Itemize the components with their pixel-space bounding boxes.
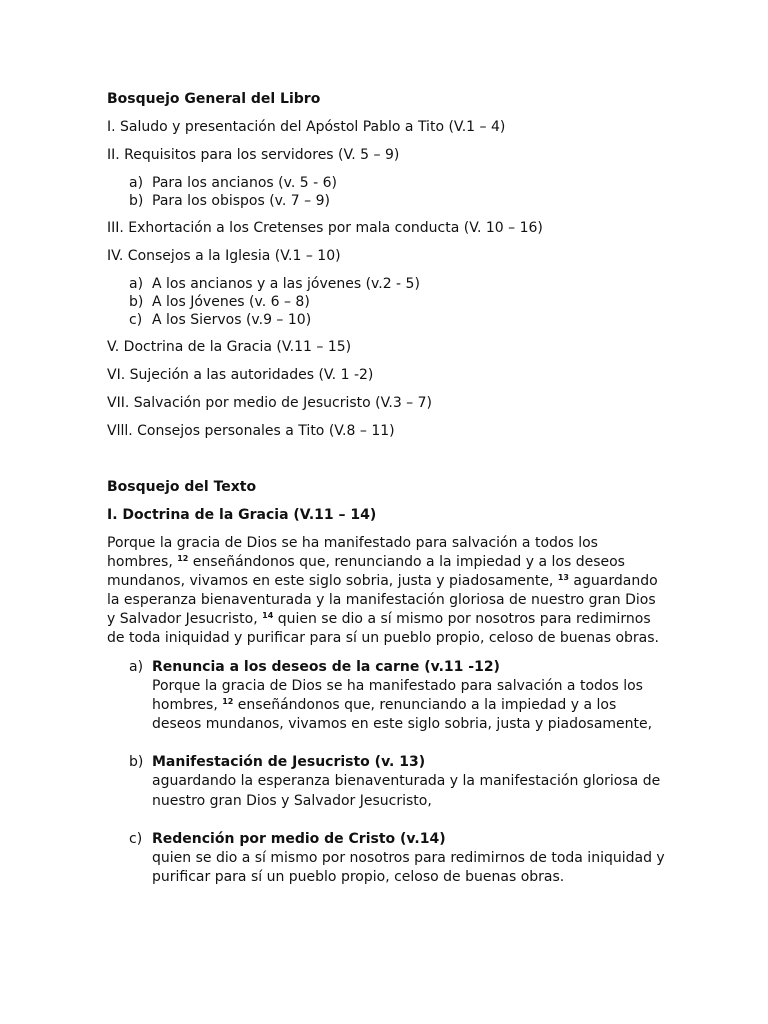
verse-number: 14 [262,611,274,621]
paragraph-text: quien se dio a sí mismo por nosotros para redimirnos de toda iniquidad y purificar para sí un pueblo propio, celoso de buenas obras. [107,611,659,647]
list-marker: a) [129,175,144,191]
text-outline-heading: Bosquejo del Texto [107,479,257,495]
point-a [107,658,667,735]
point-title: Redención por medio de Cristo (v.14) [152,831,446,848]
point-c [107,830,667,888]
outline-item-1: I. Saludo y presentación del Apóstol Pablo a Tito (V.1 – 4) [107,119,506,135]
sublist-item-text: Para los ancianos (v. 5 - 6) [152,175,337,191]
sublist-item [107,275,667,293]
general-outline-heading: Bosquejo General del Libro [107,91,321,107]
list-marker: b) [129,193,144,209]
verse-number: 12 [222,696,234,706]
point-body: quien se dio a sí mismo por nosotros para redimirnos de toda iniquidad y purificar para sí un pueblo propio, celoso de buenas obras. [152,850,665,886]
list-marker: c) [129,312,143,328]
verse-number: 13 [557,573,569,583]
point-body [152,677,667,735]
sublist-item-text: A los Siervos (v.9 – 10) [152,312,312,328]
list-marker: c) [129,831,143,848]
sublist-item [107,311,667,329]
outline-item-6: VI. Sujeción a las autoridades (V. 1 -2) [107,367,374,383]
point-b [107,753,667,811]
document-page [107,90,667,888]
sublist-item-text: A los ancianos y a las jóvenes (v.2 - 5) [152,276,420,292]
paragraph-text: aguardando la esperanza bienaventurada y la manifestación gloriosa de nuestro gran Dios y Salvador Jesucristo, [107,573,658,628]
outline-item-2-sublist [107,174,667,210]
sublist-item-text: A los Jóvenes (v. 6 – 8) [152,294,310,310]
point-body-text: Porque la gracia de Dios se ha manifestado para salvación a todos los hombres, [152,677,643,713]
list-marker: b) [129,754,144,771]
list-marker: a) [129,658,144,675]
outline-item-8: Vlll. Consejos personales a Tito (V.8 – 11) [107,423,395,439]
point-title: Manifestación de Jesucristo (v. 13) [152,754,426,771]
verse-number: 12 [177,554,189,564]
section-title: I. Doctrina de la Gracia (V.11 – 14) [107,507,377,523]
outline-item-2: II. Requisitos para los servidores (V. 5 – 9) [107,147,400,163]
list-marker: a) [129,276,144,292]
point-body-text: enseñándonos que, renunciando a la impiedad y a los deseos mundanos, vivamos en este siglo sobria, justa y piadosamente, [152,696,653,733]
scripture-paragraph [107,534,667,649]
sublist-item [107,293,667,311]
point-title: Renuncia a los deseos de la carne (v.11 -12) [152,658,500,675]
sublist-item-text: Para los obispos (v. 7 – 9) [152,193,330,209]
sublist-item [107,192,667,210]
point-body: aguardando la esperanza bienaventurada y la manifestación gloriosa de nuestro gran Dios y Salvador Jesucristo, [152,773,661,809]
outline-item-4-sublist [107,275,667,329]
paragraph-text: Porque la gracia de Dios se ha manifestado para salvación a todos los hombres, [107,535,598,571]
outline-item-7: VII. Salvación por medio de Jesucristo (V.3 – 7) [107,395,432,411]
sublist-item [107,174,667,192]
paragraph-text: enseñándonos que, renunciando a la impiedad y a los deseos mundanos, vivamos en este siglo sobria, justa y piadosamente, [107,554,625,590]
outline-item-4: IV. Consejos a la Iglesia (V.1 – 10) [107,248,341,264]
list-marker: b) [129,294,144,310]
outline-item-3: III. Exhortación a los Cretenses por mala conducta (V. 10 – 16) [107,220,543,236]
outline-item-5: V. Doctrina de la Gracia (V.11 – 15) [107,339,352,355]
